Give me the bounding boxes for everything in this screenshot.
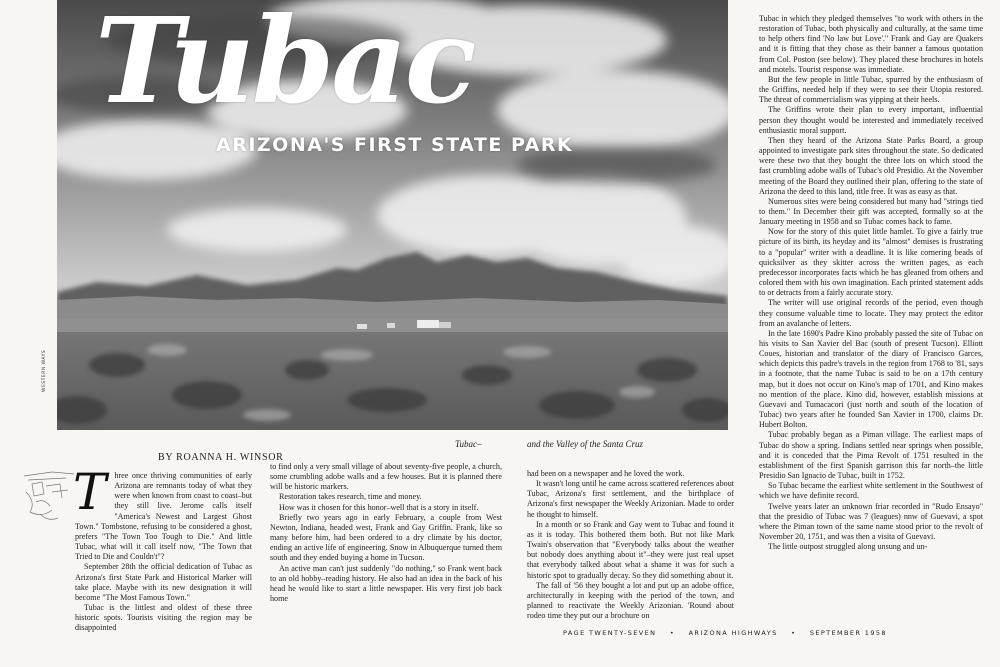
- drop-cap: T: [73, 463, 107, 521]
- paragraph: In the late 1690's Padre Kino probably passed the site of Tubac on his visits to San Xavier del Bac (south of present Tucson). Elliott Coues, historian and translator of the diary of Francisco Garces, which depicts this padre's travels in the region from 1768 to '81, says in a footnote, that the name Tubac is said to be on a 17th century map, but it does not occur on Kino's map of 1701, and Kino makes no mention of the place. Kino did, however, establish missions at Guevavi and Tumacacori (just north and south of the location of Tubac) two years after he founded San Xavier in 1700, claims Dr. Hubert Bolton.: [759, 328, 983, 430]
- paragraph: The fall of '56 they bought a lot and put up an adobe office, architecturally in keeping with the period of the town, and planned to reactivate the Weekly Arizonian. 'Round about rodeo time they put our a brochure on: [527, 580, 734, 621]
- paragraph: But the few people in little Tubac, spurred by the enthusiasm of the Griffins, needed help if they were to see their Utopia restored. The threat of commercialism was yipping at their heels.: [759, 74, 983, 105]
- paragraph: How was it chosen for this honor–well that is a story in itself.: [279, 502, 479, 512]
- paragraph: In a month or so Frank and Gay went to Tubac and found it as it is today. This bothered them both. But not like Mark Twain's observation that "Everybody talks about the weather but nobody does anything about it"–they were just real upset that everybody talked about what a shame it was for such a historic spot to gradually decay. So they did something about it.: [527, 519, 734, 580]
- footer-bullet: •: [669, 629, 676, 637]
- paragraph: September 28th the official dedication of Tubac as Arizona's first State Park and Historical Marker will take place. Maybe with its new designation it will become "The Most Famous Town.": [75, 562, 252, 602]
- paragraph: Tubac probably began as a Piman village. The earliest maps of Tubac do show a spring. Indians settled near springs when possible, and it is conceded that the Pima Revolt of 1751 resulted in the establishment of the first Spanish garrison this far north–the little Presidio San Ignacio de Tubac, built in 1752.: [759, 430, 983, 481]
- footer-bullet: •: [791, 629, 797, 637]
- paragraph: had been on a newspaper and he loved the work.: [527, 469, 685, 478]
- paragraph: Now for the story of this quiet little hamlet. To give a fairly true picture of its birth, its heyday and its "almost" demises is frustrating to a "popular" writer with a deadline. It is like cornering beads of quicksilver as they skitter across the written pages, as each predecessor incorporates facts which he has gleaned from others and colored them with his own imagination. Each printed statement adds to or detracts from a fairly accurate story.: [759, 227, 983, 298]
- article-column-4: [759, 14, 983, 552]
- photo-caption-left: Tubac–: [455, 439, 482, 449]
- photo-credit: WESTERN WAYS: [42, 349, 47, 392]
- article-title: Tubac: [95, 0, 474, 130]
- paragraph: Briefly two years ago in early February, a couple from West Newton, Indiana, headed west, Frank and Gay Griffin. Frank, like so many before him, had been ordered to a dry climate by his doctor, ending an active life of engineering. Snow in Albuquerque turned them south and they ended buying a home in Tucson.: [270, 512, 502, 563]
- article-subtitle: ARIZONA'S FIRST STATE PARK: [216, 134, 574, 156]
- paragraph: Tubac is the littlest and oldest of these three historic spots. Tourists visiting the region may be disappointed: [75, 603, 252, 633]
- byline: BY ROANNA H. WINSOR: [158, 452, 284, 463]
- paragraph: Restoration takes research, time and money.: [279, 492, 422, 502]
- paragraph: The little outpost struggled along unsung and un-: [768, 542, 928, 552]
- magazine-name: ARIZONA HIGHWAYS: [688, 629, 778, 637]
- article-column-3: [527, 469, 734, 621]
- paragraph: to find only a very small village of about seventy-five people, a church, some crumbling adobe walls and a few houses. But it is planned there will be historic markers.: [270, 462, 502, 492]
- article-column-1: [73, 463, 252, 634]
- paragraph: The writer will use original records of the period, even though they consume valuable time to locate. They may protect the editor from an avalanche of letters.: [759, 298, 983, 328]
- page-footer: [563, 629, 897, 637]
- paragraph: Tubac in which they pledged themselves "to work with others in the restoration of Tubac, both physically and culturally, at the same time to help others find 'No law but Love'." Frank and Gay are Quakers and it is fitting that they chose as their banner a famous quotation from Col. Poston (see below). They placed these brochures in hotels and motels. Tourist response was immediate.: [759, 14, 983, 74]
- article-column-2: [270, 462, 502, 604]
- paragraph: Numerous sites were being considered but many had "strings tied to them." In December their gift was accepted, formally so at the January meeting in 1958 and so Tubac comes back to fame.: [759, 196, 983, 227]
- paragraph: hree once thriving communities of early Arizona are remnants today of what they were when known from coast to coast–but they still live. Jerome calls itself "America's Newest and Largest Ghost Town." Tombstone, refusing to be considered a ghost, prefers "The Town Too Tough to Die." And little Tubac, what will it call itself now, "The Town that Tried to Die and Couldn't"?: [75, 471, 252, 562]
- mission-sketch-illustration: [22, 462, 77, 524]
- paragraph: An active man can't just suddenly "do nothing," so Frank went back to an old hobby–reading history. He also had an idea in the back of his head he would like to start a little newspaper. His very first job back home: [270, 563, 502, 604]
- paragraph: Twelve years later an unknown friar recorded in "Rudo Ensayo" that the presidio of Tubac was 7 (leagues) nnw of Guevavi, a spot where the Piman town of the same name stood prior to the revolt of November 20, 1751, and was then a visita of Guevavi.: [759, 501, 983, 541]
- photo-caption-right: and the Valley of the Santa Cruz: [527, 439, 643, 449]
- page-number: PAGE TWENTY-SEVEN: [563, 629, 657, 637]
- paragraph: Then they heard of the Arizona State Parks Board, a group appointed to investigate park sites throughout the state. So dedicated were these two that they bought the three lots on which stood the fast crumbling adobe walls of Tubac's old Presidio. At the November meeting of the Board they outlined their plan, offering to the state of Arizona the deed to this land, title free. It was as easy as that.: [759, 135, 983, 196]
- issue-date: SEPTEMBER 1958: [809, 629, 887, 637]
- paragraph: The Griffins wrote their plan to every important, influential person they thought would be interested and immediately received enthusiastic moral support.: [759, 105, 983, 135]
- paragraph: So Tubac became the earliest white settlement in the Southwest of which we have definite record.: [759, 481, 983, 501]
- paragraph: It wasn't long until he came across scattered references about Tubac, Arizona's first settlement, and the birthplace of Arizona's first newspaper the Weekly Arizonian. Made to order he thought to himself.: [527, 479, 734, 519]
